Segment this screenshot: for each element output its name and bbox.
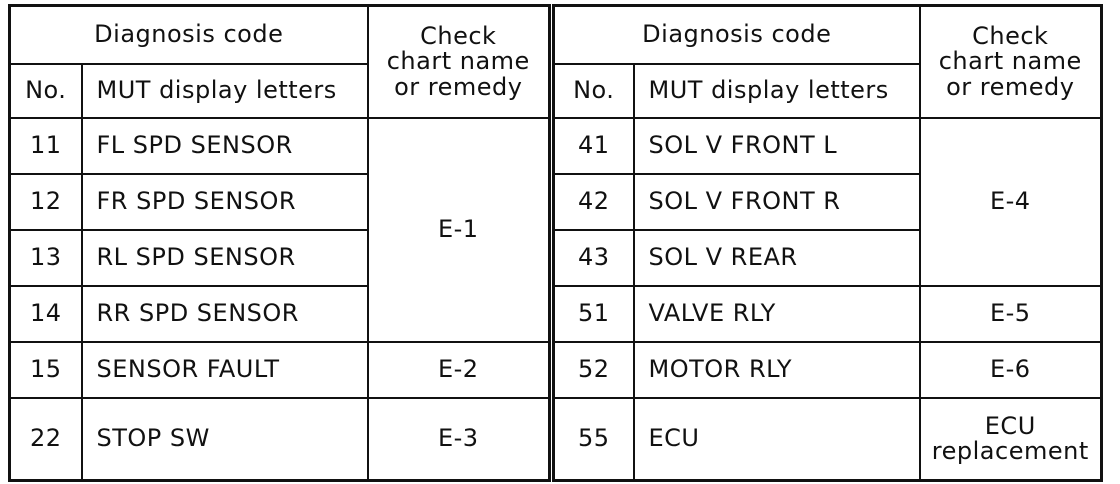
mut-display-letters: MOTOR RLY (634, 342, 920, 398)
code-number: 22 (10, 398, 82, 481)
mut-display-header: MUT display letters (634, 64, 920, 118)
mut-display-letters: STOP SW (82, 398, 368, 481)
remedy-cell: E-6 (920, 342, 1102, 398)
remedy-cell: E-4 (920, 118, 1102, 286)
code-number: 42 (554, 174, 634, 230)
code-number: 43 (554, 230, 634, 286)
code-number: 15 (10, 342, 82, 398)
table-row (554, 118, 1102, 174)
mut-display-letters: RR SPD SENSOR (82, 286, 368, 342)
table-row (10, 342, 550, 398)
code-number: 41 (554, 118, 634, 174)
diagnosis-table-right (552, 4, 1103, 482)
remedy-cell: E-1 (368, 118, 550, 342)
remedy-cell: E-2 (368, 342, 550, 398)
code-number: 13 (10, 230, 82, 286)
code-number: 11 (10, 118, 82, 174)
mut-display-letters: SOL V REAR (634, 230, 920, 286)
table-row (10, 118, 550, 174)
remedy-cell: E-3 (368, 398, 550, 481)
check-chart-header: Check chart name or remedy (920, 6, 1102, 119)
mut-display-letters: FL SPD SENSOR (82, 118, 368, 174)
diagnosis-table-left (8, 4, 551, 482)
code-number: 52 (554, 342, 634, 398)
code-number: 14 (10, 286, 82, 342)
table-row (554, 342, 1102, 398)
mut-display-letters: ECU (634, 398, 920, 481)
diagnosis-code-header: Diagnosis code (554, 6, 920, 65)
remedy-cell: ECU replacement (920, 398, 1102, 481)
mut-display-letters: SOL V FRONT R (634, 174, 920, 230)
diagnosis-code-header: Diagnosis code (10, 6, 368, 65)
table-row (554, 286, 1102, 342)
mut-display-letters: SOL V FRONT L (634, 118, 920, 174)
mut-display-header: MUT display letters (82, 64, 368, 118)
code-number: 51 (554, 286, 634, 342)
remedy-cell: E-5 (920, 286, 1102, 342)
check-chart-header: Check chart name or remedy (368, 6, 550, 119)
mut-display-letters: RL SPD SENSOR (82, 230, 368, 286)
mut-display-letters: VALVE RLY (634, 286, 920, 342)
no-header: No. (10, 64, 82, 118)
mut-display-letters: SENSOR FAULT (82, 342, 368, 398)
table-row (10, 398, 550, 481)
no-header: No. (554, 64, 634, 118)
code-number: 12 (10, 174, 82, 230)
mut-display-letters: FR SPD SENSOR (82, 174, 368, 230)
table-row (554, 398, 1102, 481)
code-number: 55 (554, 398, 634, 481)
